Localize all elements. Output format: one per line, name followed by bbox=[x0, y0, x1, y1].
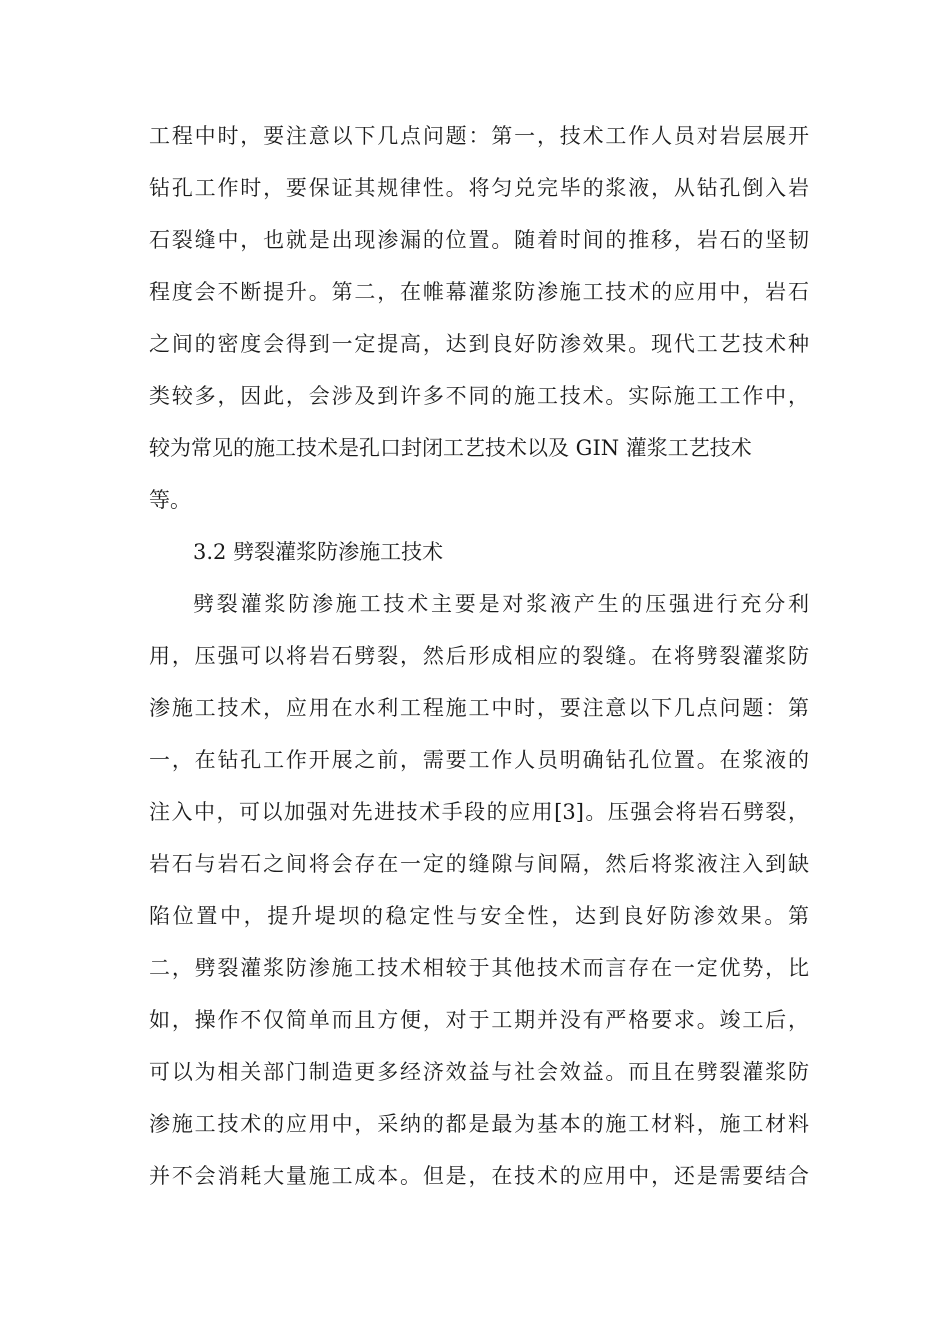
text-line: 石裂缝中，也就是出现渗漏的位置。随着时间的推移，岩石的坚韧 bbox=[149, 228, 809, 252]
text-line: 二，劈裂灌浆防渗施工技术相较于其他技术而言存在一定优势，比 bbox=[149, 956, 809, 980]
text-line: 之间的密度会得到一定提高，达到良好防渗效果。现代工艺技术种 bbox=[149, 332, 809, 356]
text-line: 注入中，可以加强对先进技术手段的应用[3]。压强会将岩石劈裂， bbox=[149, 800, 809, 824]
text-line: 等。 bbox=[149, 488, 191, 512]
text-line: 较为常见的施工技术是孔口封闭工艺技术以及 GIN 灌浆工艺技术 bbox=[149, 436, 752, 460]
text-line: 劈裂灌浆防渗施工技术主要是对浆液产生的压强进行充分利 bbox=[193, 592, 809, 616]
text-line: 用，压强可以将岩石劈裂，然后形成相应的裂缝。在将劈裂灌浆防 bbox=[149, 644, 809, 668]
text-line: 钻孔工作时，要保证其规律性。将匀兑完毕的浆液，从钻孔倒入岩 bbox=[149, 176, 809, 200]
text-line: 类较多，因此，会涉及到许多不同的施工技术。实际施工工作中， bbox=[149, 384, 809, 408]
text-line: 渗施工技术的应用中，采纳的都是最为基本的施工材料，施工材料 bbox=[149, 1112, 809, 1136]
text-line: 陷位置中，提升堤坝的稳定性与安全性，达到良好防渗效果。第 bbox=[149, 904, 809, 928]
text-line: 渗施工技术，应用在水利工程施工中时，要注意以下几点问题：第 bbox=[149, 696, 809, 720]
text-line: 并不会消耗大量施工成本。但是，在技术的应用中，还是需要结合 bbox=[149, 1164, 809, 1188]
text-line: 岩石与岩石之间将会存在一定的缝隙与间隔，然后将浆液注入到缺 bbox=[149, 852, 809, 876]
text-line: 一，在钻孔工作开展之前，需要工作人员明确钻孔位置。在浆液的 bbox=[149, 748, 809, 772]
text-line: 如，操作不仅简单而且方便，对于工期并没有严格要求。竣工后， bbox=[149, 1008, 809, 1032]
text-line: 可以为相关部门制造更多经济效益与社会效益。而且在劈裂灌浆防 bbox=[149, 1060, 809, 1084]
text-line: 工程中时，要注意以下几点问题：第一，技术工作人员对岩层展开 bbox=[149, 124, 809, 148]
text-line: 程度会不断提升。第二，在帷幕灌浆防渗施工技术的应用中，岩石 bbox=[149, 280, 809, 304]
section-heading: 3.2 劈裂灌浆防渗施工技术 bbox=[193, 540, 444, 564]
